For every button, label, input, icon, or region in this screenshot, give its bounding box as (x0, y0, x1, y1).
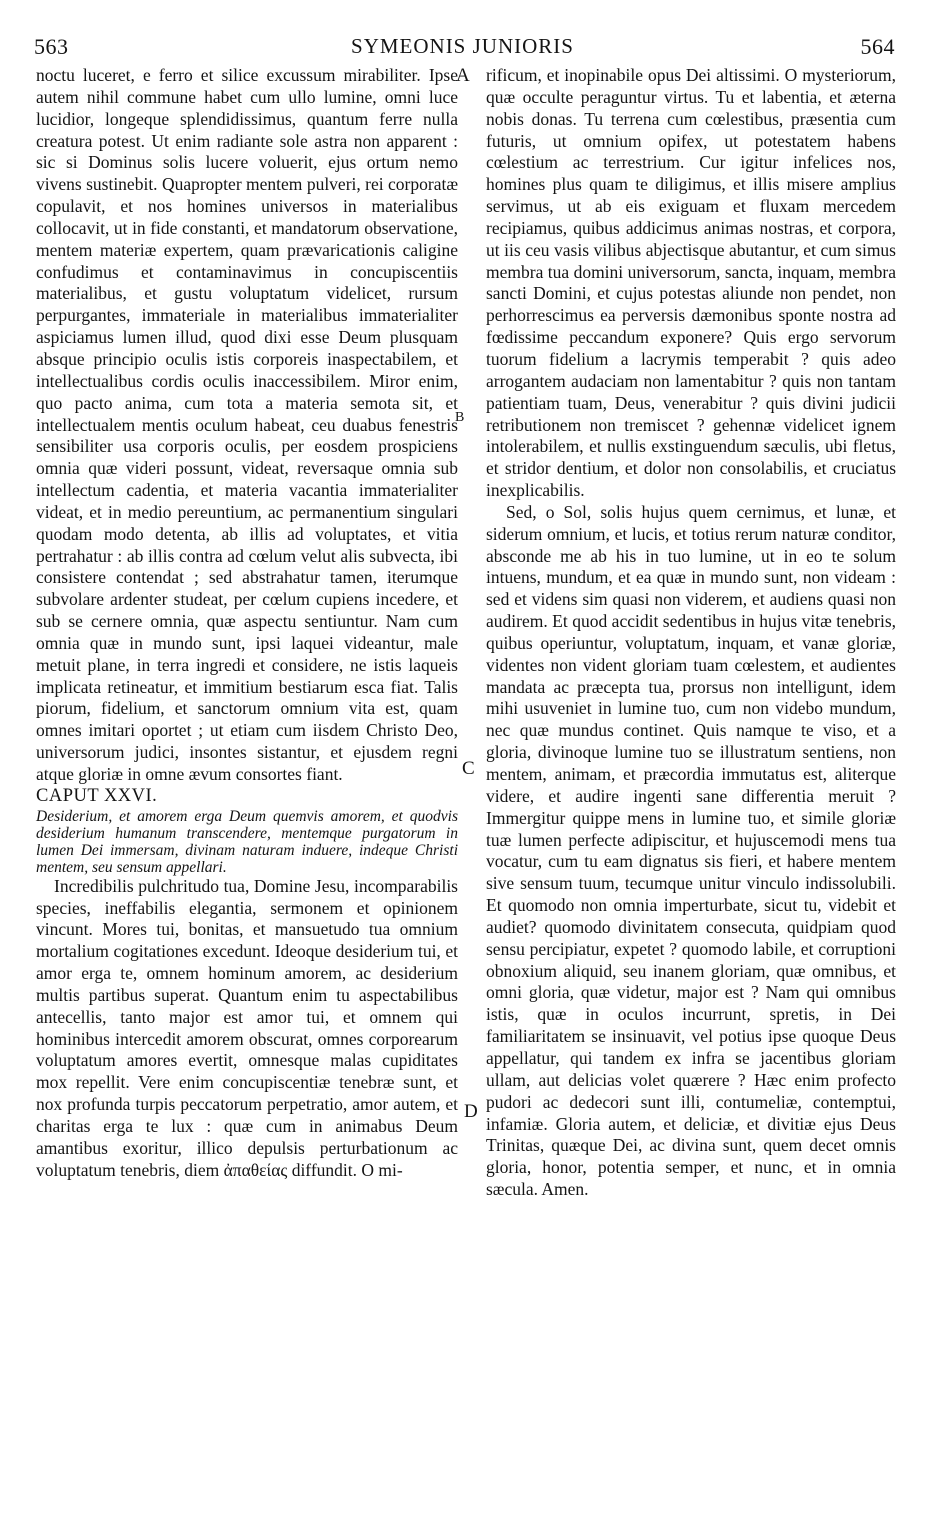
right-paragraph-2: Sed, o Sol, solis hujus quem cernimus, et lunæ, et siderum omnium, et lucis, et totius rerum naturæ conditor, absconde me ab his in tuo lumine, ut in eo te solum intuens, mundum, et ea quæ in mundo sunt, non videam : sed et videns sim quasi non viderem, et audiens quasi non audirem. Et quod accidit sedentibus in hujus vitæ tenebris, quibus operiuntur, voluptatum, inquam, et vanæ gloriæ, videntes non vident gloriam tuam cœlestem, et audientes mandata ac præcepta tua, prorsus non intelligunt, idem mihi usuveniet in lumine tuo, cum non videbo mundum, nec quæ mundus continet. Quis namque te viso, et a gloria, divinoque lumine tuo se illustratum sentiens, non mentem, animam, et præcordia immutatus est, aliterque videre, et audire ingenti sane differentia meruit ? Immergitur quippe mens in lumine tuo, et simile gloriæ tuæ lumen perfecte adipiscitur, et hujuscemodi mens tua vocatur, cum tu eam dignatus sis fieri, et habere mentem sive sensum tuum, tecumque unitur vinculo indissolubili. Et quomodo non omnia imperturbate, sicut tu, videbit et audiet? quomodo divinitatem consecuta, quidpiam quod sensu percipiatur, expetet ? quomodo labile, et corruptioni obnoxium aliquid, seu inanem gloriam, quæ omnibus, et omni gloria, quæ videtur, major est ? Nam qui omnibus istis, quæ in oculos incurrunt, spretis, in Dei familiaritatem se insinuavit, vel potius ipse quoque Deus appellatur, qui tandem ex infra se jacentibus gloriam ullam, aut delicias volet quærere ? Hæc enim profecto pudori ac dedecori sunt illi, contumeliæ, contemptui, infamiæ. Gloria autem, et deliciæ, et divitiæ ejus Deus Trinitas, quæque Dei, ac divina sunt, quem decet omnis gloria, honor, potentia semper, et nunc, et in omnia sæcula. Amen. (486, 501, 896, 1200)
chapter-heading: CAPUT XXVI. (36, 785, 158, 806)
chapter-summary: Desiderium, et amorem erga Deum quemvis amorem, et quodvis desiderium humanum transcendere, mentemque purgatorum in lumen Dei immersam, divinam naturam induere, indeque Christi mentem, seu sensum appellari. (36, 807, 458, 876)
margin-marker-d: D (464, 1101, 478, 1122)
page-number-left: 563 (34, 34, 69, 59)
left-column (36, 65, 458, 1182)
margin-marker-a: A (456, 65, 470, 86)
margin-marker-c: C (462, 758, 475, 779)
page-number-right: 564 (860, 34, 895, 59)
left-paragraph-1: noctu luceret, e ferro et silice excussum mirabiliter. Ipse autem nihil commune habet cum ullo lumine, omni luce lucidior, longeque splendidissimus, quantum ferre nulla creatura potest. Ut enim radiante sole astra non apparent : sic si Dominus solis lucere voluerit, ejus ortum nemo vivens sustinebit. Quapropter mentem pulveri, rei corporatæ copulavit, et nos homines universos in materialibus collocavit, ut in fide constanti, et mandatorum observatione, mentem materiæ expertem, quam prævaricationis caligine confudimus et contaminavimus in concupiscentiis materialibus, et gustu voluptatum videlicet, rursum perpurgantes, immateriale in materialibus immaterialiter aspiciamus lumen illud, quod dixi esse Deum plusquam absque principio oculis istis corporeis inaspectabilem, et intellectualibus cordis oculis inaccessibilem. Miror enim, quo pacto anima, cum tota a materia semota sit, et intellectualem mentis oculum habeat, ceu duabus fenestris sensibiliter usa corporis oculis, per eosdem prospiciens omnia quæ videri possunt, videat, reversaque omnia sub intellectum cadentia, et materia vacantia immaterialiter videat, et in medio pereuntium, ac permanentium singulari quodam modo detenta, ab illis ad voluptates, et vitia pertrahatur : ab illis contra ad cœlum velut alis subvecta, ibi consistere contendat ; sed abstrahatur tamen, iterumque subvolare ardenter studeat, per cœlum cupiens incedere, et sub se cernere omnia, quæ aspectu sentiuntur. Nam cum omnia quæ in mundo sunt, ipsi laquei videantur, male metuit plane, in terra ingredi et considere, ne istis laqueis implicata retineatur, et immitium bestiarum esca fiat. Talis piorum, fidelium, et sanctorum omnium vita est, quam omnes imitari oportet ; ut etiam cum iisdem Christo Deo, universorum judici, insontes sistantur, et ejusdem regni atque gloriæ in omne ævum consortes fiant. (36, 65, 458, 784)
left-paragraph-2: Incredibilis pulchritudo tua, Domine Jesu, incomparabilis species, ineffabilis elegantia, sermonem et opinionem vincunt. Mores tui, bonitas, et mansuetudo tua omnium mortalium cogitationes excedunt. Ideoque desiderium tui, et amor erga te, omnem hominum amorem, ac desiderium multis partibus superat. Quantum enim tu aspectabilibus antecellis, tanto major est amor tui, et omnem qui hominibus intercedit amorem obscurat, omnes corporearum voluptatum amores evertit, omnesque malas cupiditates mox repellit. Vere enim concupiscentiæ tenebræ sunt, et nox profunda turpis peccatorum perpetratio, amor autem, et charitas erga te lux : quæ cum in animabus Deum amantibus exoritur, illico depulsis perturbationum ac voluptatum tenebris, diem ἀπαθείας diffundit. O mi- (36, 875, 458, 1180)
right-column (486, 65, 896, 1201)
running-title: SYMEONIS JUNIORIS (351, 34, 574, 58)
right-paragraph-1: rificum, et inopinabile opus Dei altissimi. O mysteriorum, quæ occulte peraguntur virtus. Tu et labentia, et æterna nobis donas. Tu terrena cum cœlestibus, præsentia cum futuris, ut omnium opifex, ut potestatem habens cœlestium ac terrestrium. Cur igitur infelices nos, homines plus quam te diligimus, et illis misere amplius servimus, ut ab eis exiguam et fluxam mercedem recipiamus, quibus addicimus animas nostras, et corpora, ut iis ceu vasis vilibus abjectisque abutantur, et cum simus membra tua domini universorum, sancta, inquam, membra sancti Domini, et cujus potestas aliunde non pendet, non perhorrescimus ea perversis dæmonibus sponte nostra ad fœdissime peccandum exponere? Quis ergo servorum tuorum fidelium a lacrymis temperabit ? quis adeo arrogantem audaciam non lamentabitur ? quis non tantam patientiam tuam, Deus, venerabitur ? quis divini judicii retributionem non tremiscet ? gehennæ videlicet ignem intolerabilem, et nullis exstinguendum sæculis, ubi fletus, et stridor dentium, et dolor non consolabilis, et cruciatus inexplicabilis. (486, 65, 896, 501)
margin-marker-b: B (455, 410, 465, 425)
